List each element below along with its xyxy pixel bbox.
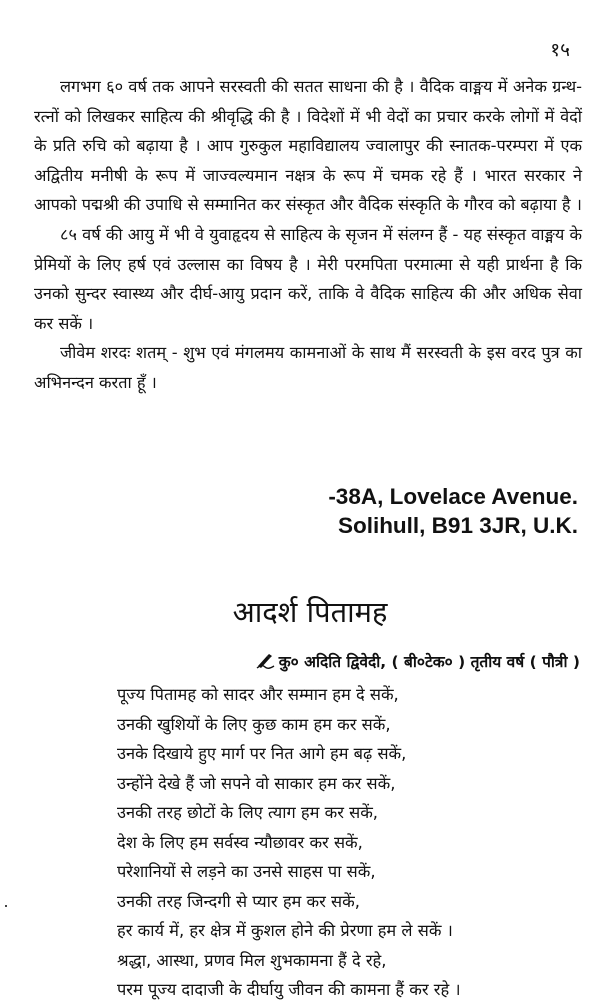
poem-line: परम पूज्य दादाजी के दीर्घायु जीवन की कामना हैं कर रहे ।: [117, 980, 461, 999]
pen-writing-icon: [256, 653, 276, 669]
sender-address: [328, 482, 578, 540]
poem-line: उनके दिखाये हुए मार्ग पर नित आगे हम बढ़ सकें,: [117, 744, 407, 763]
poem-line: पूज्य पितामह को सादर और सम्मान हम दे सकें,: [117, 685, 399, 704]
poem-line: श्रद्धा, आस्था, प्रणव मिल शुभकामना हैं दे रहे,: [117, 950, 387, 970]
poem-line: उनकी तरह जिन्दगी से प्यार हम कर सकें,: [117, 891, 360, 911]
poem-byline: [256, 650, 580, 672]
address-line: -38A, Lovelace Avenue.: [328, 484, 578, 509]
byline-text: कु० अदिति द्विवेदी, ( बी०टेक० ) तृतीय वर्ष ( पौत्री ): [278, 653, 580, 671]
poem-line: उनकी तरह छोटों के लिए त्याग हम कर सकें,: [117, 803, 379, 822]
page-number: १५: [550, 39, 570, 61]
poem-line: उनकी खुशियों के लिए कुछ काम हम कर सकें,: [117, 714, 391, 734]
letter-paragraph: जीवेम शरदः शतम् - शुभ एवं मंगलमय कामनाओं के साथ मैं सरस्वती के इस वरद पुत्र का अभिनन्दन करता हूँ ।: [34, 343, 582, 392]
letter-body: [34, 72, 582, 398]
letter-paragraph: लगभग ६० वर्ष तक आपने सरस्वती की सतत साधना की है । वैदिक वाङ्मय में अनेक ग्रन्थ-रत्नों को लिखकर साहित्य की श्रीवृद्धि की है । विदेशों में भी वेदों का प्रचार करके लोगों में वेदों के प्रति रुचि को बढ़ाया है । आप गुरुकुल महाविद्यालय ज्वालापुर की स्नातक-परम्परा में एक अद्वितीय मनीषी के रूप में जाज्वल्यमान नक्षत्र के रूप में चमक रहे हैं । भारत सरकार ने आपको पद्मश्री की उपाधि से सम्मानित कर संस्कृत और वैदिक संस्कृति के गौरव को बढ़ाया है ।: [34, 77, 582, 215]
stray-mark: [5, 905, 7, 907]
poem-title: आदर्श पितामह: [232, 595, 388, 629]
poem-lines: [117, 680, 461, 1005]
poem-line: हर कार्य में, हर क्षेत्र में कुशल होने की प्रेरणा हम ले सकें ।: [117, 921, 453, 940]
letter-paragraph: ८५ वर्ष की आयु में भी वे युवाहृदय से साहित्य के सृजन में संलग्न हैं - यह संस्कृत वाङ्मय के प्रेमियों के लिए हर्ष एवं उल्लास का विषय है । मेरी परमपिता परमात्मा से यही प्रार्थना है कि उनको सुन्दर स्वास्थ्य और दीर्घ-आयु प्रदान करें, ताकि वे वैदिक साहित्य की और अधिक सेवा कर सकें ।: [34, 224, 582, 333]
poem-line: परेशानियों से लड़ने का उनसे साहस पा सकें,: [117, 862, 376, 881]
address-line: Solihull, B91 3JR, U.K.: [337, 513, 578, 538]
poem-line: उन्होंने देखे हैं जो सपने वो साकार हम कर सकें,: [117, 773, 396, 793]
poem-line: देश के लिए हम सर्वस्व न्यौछावर कर सकें,: [117, 832, 363, 852]
